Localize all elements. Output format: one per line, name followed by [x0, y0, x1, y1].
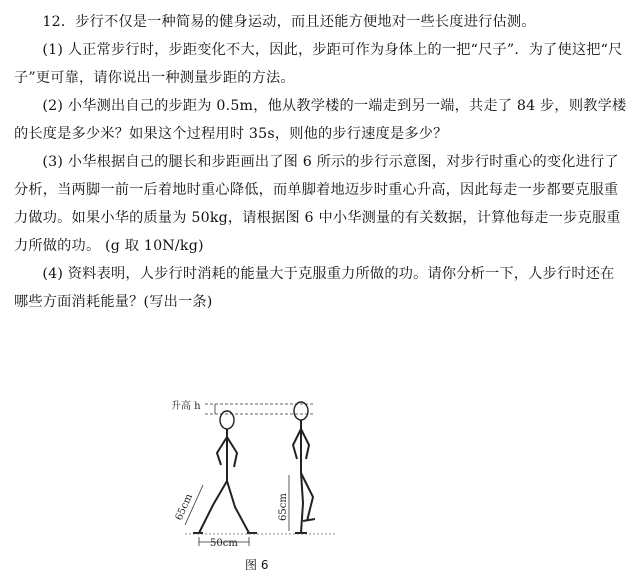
foot-swinging [303, 519, 315, 521]
question-part-1: (1) 人正常步行时，步距变化不大，因此，步距可作为身体上的一把“尺子”．为了使这把“尺子”更可靠，请你说出一种测量步距的方法。 [14, 42, 623, 86]
question-block [14, 8, 628, 316]
question-part-3: (3) 小华根据自己的腿长和步距画出了图 6 所示的步行示意图，对步行时重心的变化进行了分析，当两脚一前一后着地时重心降低，而单脚着地迈步时重心升高，因此每走一步都要克服重力做功。如果小华的质量为 50kg，请根据图 6 中小华测量的有关数据，计算他每走一步克服重力所做的功。 (g 取 10N/kg) [14, 154, 621, 254]
leg-front [227, 481, 249, 533]
figure-caption: 图 6 [245, 558, 269, 572]
arm-right [301, 429, 309, 459]
arm-left [293, 429, 301, 459]
figure-single-support [278, 402, 315, 533]
figure-double-support [174, 411, 257, 533]
question-part-4: (4) 资料表明，人步行时消耗的能量大于克服重力所做的功。请你分析一下，人步行时还在哪些方面消耗能量？(写出一条) [14, 266, 615, 310]
question-stem: 12．步行不仅是一种简易的健身运动，而且还能方便地对一些长度进行估测。 [42, 14, 536, 30]
step-length-label: 50cm [210, 538, 238, 549]
arm-right [227, 437, 237, 467]
arm-left [217, 437, 227, 465]
leg-standing [301, 473, 303, 533]
leg-back [199, 481, 227, 533]
walking-diagram-svg [165, 393, 345, 581]
rise-label: 升高 h [171, 401, 201, 412]
question-part-2: (2) 小华测出自己的步距为 0.5m，他从教学楼的一端走到另一端，共走了 84 步，则教学楼的长度是多少米？如果这个过程用时 35s，则他的步行速度是多少？ [14, 98, 627, 142]
head [294, 402, 308, 420]
leg-length-label-right: 65cm [278, 493, 289, 521]
leg-length-label-left: 65cm [173, 492, 196, 523]
walking-diagram [165, 393, 345, 581]
